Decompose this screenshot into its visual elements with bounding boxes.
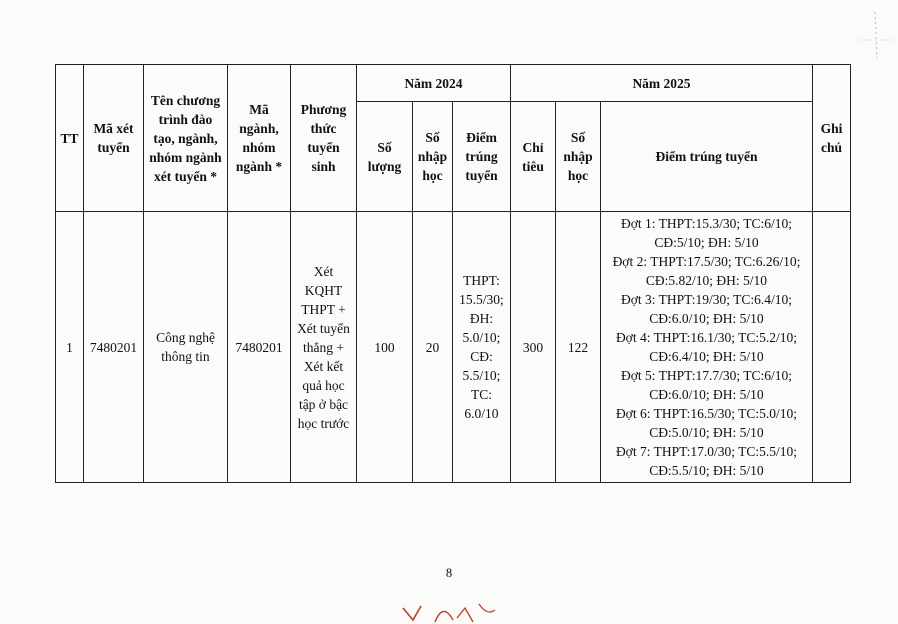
diem-2025-line: Đợt 4: THPT:16.1/30; TC:5.2/10; — [615, 330, 798, 345]
cell-chi-tieu: 300 — [511, 212, 556, 483]
diem-2025-line: CĐ:6.0/10; ĐH: 5/10 — [649, 387, 764, 402]
diem-2025-line: CĐ:5.82/10; ĐH: 5/10 — [645, 273, 768, 288]
header-ghi-chu: Ghi chú — [813, 65, 851, 212]
cell-diem-2025 — [601, 212, 813, 483]
diem-2025-line: Đợt 5: THPT:17.7/30; TC:6/10; — [621, 368, 792, 383]
diem-2025-line: CĐ:6.4/10; ĐH: 5/10 — [649, 349, 764, 364]
cell-diem-2024: THPT: 15.5/30; ĐH: 5.0/10; CĐ: 5.5/10; TC: 6.0/10 — [453, 212, 511, 483]
cell-so-luong: 100 — [357, 212, 413, 483]
cell-so-nhap-hoc-2024: 20 — [413, 212, 453, 483]
diem-2025-line: CĐ:5.0/10; ĐH: 5/10 — [649, 425, 764, 440]
cell-ten-chuong-trinh: Công nghệ thông tin — [144, 212, 228, 483]
cell-so-nhap-hoc-2025: 122 — [556, 212, 601, 483]
cell-ghi-chu — [813, 212, 851, 483]
header-ten-chuong-trinh: Tên chương trình đào tạo, ngành, nhóm ngành xét tuyển * — [144, 65, 228, 212]
header-nam-2025: Năm 2025 — [511, 65, 813, 102]
diem-2025-line: Đợt 3: THPT:19/30; TC:6.4/10; — [621, 292, 792, 307]
header-diem-trung-tuyen-2024: Điểm trúng tuyển — [453, 102, 511, 212]
diem-2025-line: Đợt 2: THPT:17.5/30; TC:6.26/10; — [612, 254, 801, 269]
diem-2025-line: Đợt 1: THPT:15.3/30; TC:6/10; — [621, 216, 792, 231]
header-so-luong: Số lượng — [357, 102, 413, 212]
diem-2025-line: Đợt 6: THPT:16.5/30; TC:5.0/10; — [615, 406, 798, 421]
stamp-fragment-icon — [395, 598, 505, 624]
table-row — [56, 212, 851, 483]
scan-artifact — [855, 10, 895, 60]
header-so-nhap-hoc-2025: Số nhập học — [556, 102, 601, 212]
header-ma-nganh: Mã ngành, nhóm ngành * — [228, 65, 291, 212]
page-number: 8 — [445, 566, 453, 580]
diem-2025-line: CĐ:5.5/10; ĐH: 5/10 — [649, 463, 764, 478]
header-ma-xet-tuyen: Mã xét tuyển — [84, 65, 144, 212]
header-phuong-thuc: Phương thức tuyển sinh — [291, 65, 357, 212]
cell-tt: 1 — [56, 212, 84, 483]
header-chi-tieu: Chỉ tiêu — [511, 102, 556, 212]
header-diem-trung-tuyen-2025: Điểm trúng tuyển — [601, 102, 813, 212]
header-so-nhap-hoc-2024: Số nhập học — [413, 102, 453, 212]
cell-phuong-thuc: Xét KQHT THPT + Xét tuyển thẳng + Xét kết quả học tập ở bậc học trước — [291, 212, 357, 483]
diem-2025-line: Đợt 7: THPT:17.0/30; TC:5.5/10; — [615, 444, 798, 459]
header-tt: TT — [56, 65, 84, 212]
cell-ma-nganh: 7480201 — [228, 212, 291, 483]
admission-table — [55, 64, 851, 483]
diem-2025-line: CĐ:5/10; ĐH: 5/10 — [654, 235, 759, 250]
diem-2025-line: CĐ:6.0/10; ĐH: 5/10 — [649, 311, 764, 326]
cell-ma-xet-tuyen: 7480201 — [84, 212, 144, 483]
header-nam-2024: Năm 2024 — [357, 65, 511, 102]
